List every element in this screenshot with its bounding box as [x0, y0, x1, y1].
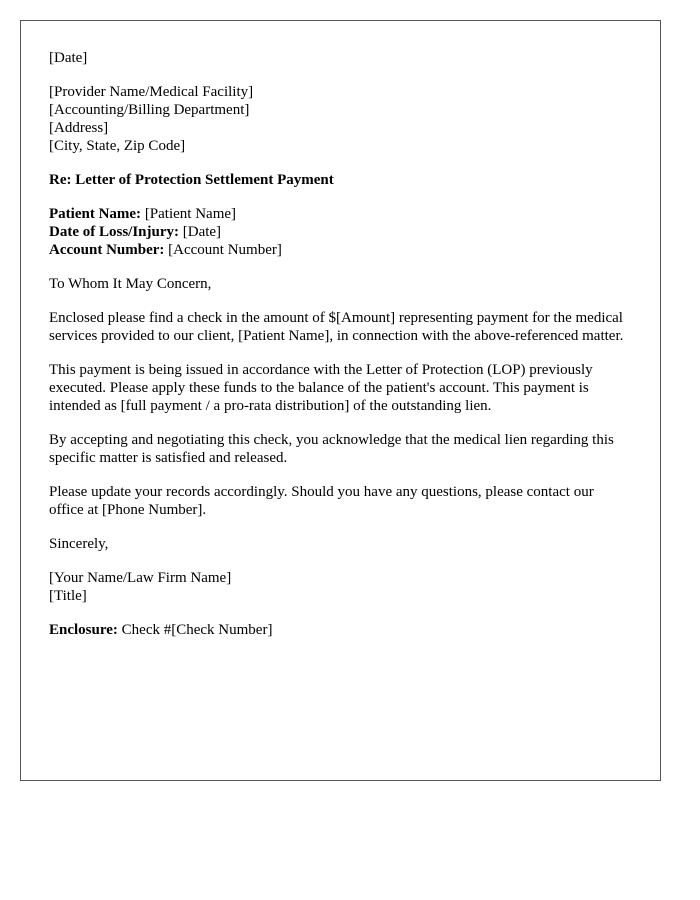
recipient-provider: [Provider Name/Medical Facility]: [49, 84, 254, 100]
case-details-block: [49, 205, 632, 259]
recipient-city-state-zip: [City, State, Zip Code]: [49, 138, 186, 154]
account-number-row: [49, 241, 632, 259]
recipient-address-block: [49, 83, 632, 155]
body-paragraph-enclosed: Enclosed please find a check in the amount of $[Amount] representing payment for the medical services provided to our client, [Patient Name], in connection with the above-referenced matter.: [49, 310, 624, 344]
patient-name-row: [49, 205, 632, 223]
recipient-department: [Accounting/Billing Department]: [49, 102, 250, 118]
subject-line: Re: Letter of Protection Settlement Payment: [49, 172, 334, 188]
patient-name-label: Patient Name:: [49, 206, 142, 222]
account-number-label: Account Number:: [49, 242, 165, 258]
letter-page: [20, 20, 661, 781]
date-of-loss-value: [Date]: [182, 224, 222, 240]
recipient-address: [Address]: [49, 120, 109, 136]
body-paragraph-lop: This payment is being issued in accordance with the Letter of Protection (LOP) previously executed. Please apply these funds to the balance of the patient's account. This payment is intended as [full payment / a pro-rata distribution] of the outstanding lien.: [49, 362, 593, 414]
patient-name-value: [Patient Name]: [144, 206, 237, 222]
signature-title: [Title]: [49, 588, 87, 604]
body-paragraph-contact: Please update your records accordingly. Should you have any questions, please contact our office at [Phone Number].: [49, 484, 594, 518]
closing: Sincerely,: [49, 536, 109, 552]
date-of-loss-row: [49, 223, 632, 241]
salutation: To Whom It May Concern,: [49, 276, 212, 292]
enclosure-line: [49, 621, 632, 639]
signature-block: [49, 569, 632, 605]
enclosure-label: Enclosure:: [49, 622, 118, 638]
account-number-value: [Account Number]: [168, 242, 282, 258]
date-of-loss-label: Date of Loss/Injury:: [49, 224, 179, 240]
signature-name: [Your Name/Law Firm Name]: [49, 570, 232, 586]
enclosure-value: Check #[Check Number]: [121, 622, 273, 638]
body-paragraph-acknowledgement: By accepting and negotiating this check, you acknowledge that the medical lien regarding this specific matter is satisfied and released.: [49, 432, 614, 466]
letter-date: [Date]: [49, 50, 88, 66]
